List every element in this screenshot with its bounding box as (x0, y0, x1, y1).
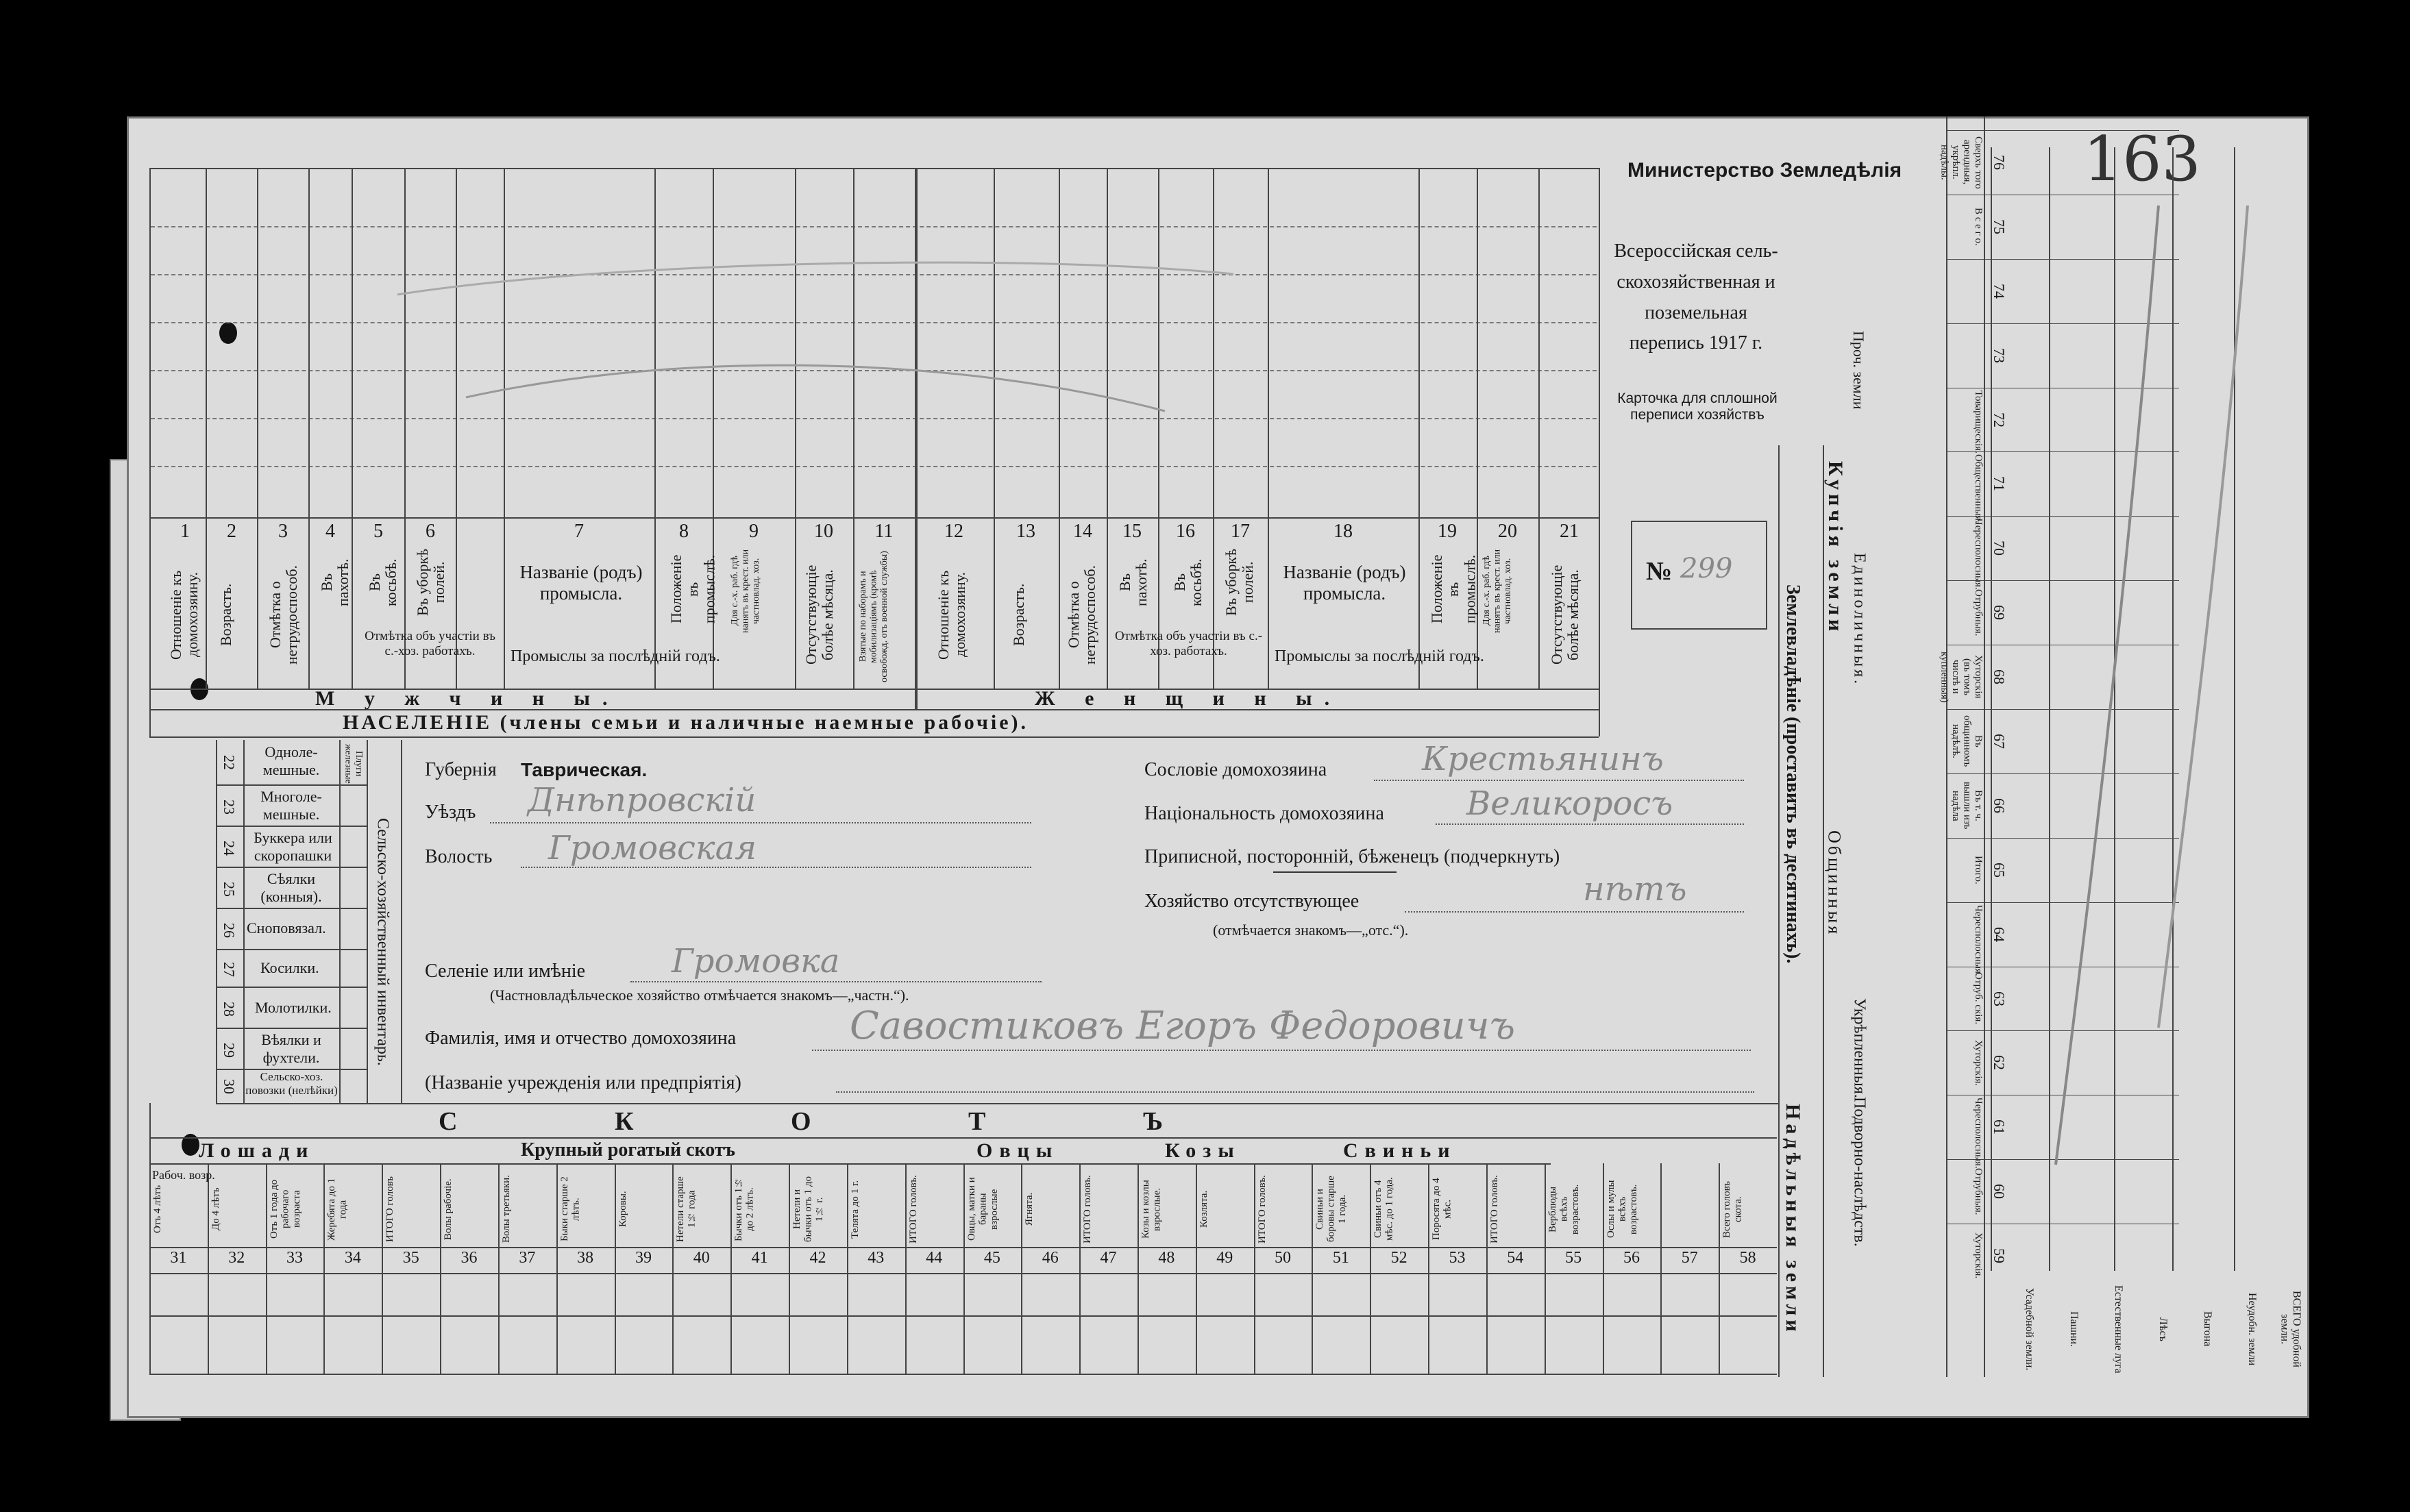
inventory-item: Сельско-хоз. повозки (нелѣйки) (245, 1070, 338, 1097)
livestock-col-number: 44 (926, 1249, 943, 1267)
population-title: НАСЕЛЕНІЕ (члены семьи и наличные наемные рабочіе). (343, 711, 1029, 734)
col-number: 18 (1333, 521, 1353, 542)
col-label: Для с.-х. раб. гдѣ нанятъ въ крест. или частновлад. хоз. (1481, 549, 1513, 633)
col-label: Для с.-х. раб. гдѣ нанятъ въ крест. или частновлад. хоз. (730, 549, 761, 633)
livestock-col-label: Быки старше 2 лѣтъ. (558, 1176, 582, 1242)
work-note: Отмѣтка объ участіи въ с.-хоз. работахъ. (365, 629, 495, 658)
col-number: 7 (574, 521, 584, 542)
land-col-number: 70 (1991, 541, 2008, 556)
land-col-label: Отруб. скія. (1973, 972, 1984, 1025)
col-label: Возрастъ. (1010, 583, 1027, 647)
selenie-value: Громовка (672, 942, 840, 980)
livestock-col-label: Свиньи и боровы старше 1 года. (1314, 1176, 1349, 1243)
nadel-title: Надѣльныя земли (1782, 1103, 1804, 1336)
uezd-value: Днѣпровскій (528, 781, 757, 819)
inventory-num: 30 (221, 1078, 238, 1094)
land-col-label: Въ общинномъ надѣлѣ. (1950, 715, 1984, 767)
nation-value: Великоросъ (1466, 784, 1673, 823)
col-number: 6 (426, 521, 435, 542)
land-col-number: 75 (1991, 219, 2008, 234)
land-col-label: Въ т. ч. вышли изъ надѣла (1950, 782, 1984, 830)
land-col-number: 71 (1991, 476, 2008, 492)
inventory-item: Вѣялки и фухтели. (261, 1031, 321, 1066)
livestock-col-label: ИТОГО головъ. (1256, 1175, 1268, 1243)
livestock-col-label: Телята до 1 г. (849, 1180, 861, 1239)
land-col-number: 66 (1991, 797, 2008, 813)
col-label: Отношеніе къ домохозяину. (935, 570, 969, 660)
livestock-col-number: 56 (1623, 1249, 1640, 1267)
absent-label: Хозяйство отсутствующее (1144, 891, 1360, 912)
trades-note: Промыслы за послѣдній годъ. (1275, 647, 1484, 665)
inventory-item: Косилки. (260, 959, 319, 976)
absent-value: нѣтъ (1583, 870, 1687, 908)
livestock-col-label: До 4 лѣтъ (210, 1187, 221, 1231)
inventory-num: 28 (221, 1001, 238, 1017)
col-label: Отмѣтка о нетрудоспособ. (1065, 565, 1099, 665)
livestock-col-number: 47 (1100, 1249, 1117, 1267)
livestock-col-number: 46 (1042, 1249, 1059, 1267)
land-col-label: Чересполосныя. (1973, 904, 1984, 976)
col-label: Въ пахотѣ. (318, 558, 352, 606)
absent-note: (отмѣчается знакомъ—„отс.“). (1213, 921, 1409, 939)
land-col-number: 74 (1991, 283, 2008, 299)
land-col-number: 65 (1991, 862, 2008, 878)
land-bottom-label: Естественные луга (2113, 1285, 2124, 1374)
livestock-col-label: Волы третьяки. (500, 1175, 512, 1243)
col-number: 4 (325, 521, 335, 542)
col-number: 2 (227, 521, 236, 542)
col-label: Отсутствующіе болѣе мѣсяца. (1548, 565, 1582, 665)
livestock-col-label: Свиньи отъ 4 мѣс. до 1 года. (1373, 1177, 1395, 1241)
livestock-col-label: Овцы, матки и бараны взрослые (966, 1177, 1000, 1241)
inventory-item: Сноповязал. (247, 919, 326, 937)
land-col-label: Товарищескія. (1973, 390, 1984, 454)
obshchinnye-title: Общинныя (1824, 830, 1845, 937)
livestock-col-label: Козлята. (1198, 1190, 1209, 1228)
land-col-number: 72 (1991, 412, 2008, 427)
livestock-col-number: 37 (519, 1249, 536, 1267)
livestock-col-number: 52 (1390, 1249, 1407, 1267)
col-number: 17 (1231, 521, 1250, 542)
group-pigs: Свиньи (1343, 1139, 1457, 1162)
land-title: Землевладѣніе (проставить въ десятинахъ). (1782, 584, 1804, 964)
col-number: 10 (814, 521, 833, 542)
nation-label: Національность домохозяина (1144, 803, 1384, 824)
livestock-col-number: 35 (402, 1249, 419, 1267)
livestock-col-number: 57 (1681, 1249, 1698, 1267)
livestock-col-label: Поросята до 4 мѣс. (1431, 1178, 1453, 1241)
group-sheep: Овцы (976, 1139, 1059, 1162)
livestock-col-label: Ягнята. (1024, 1192, 1035, 1226)
ukreplennye-title: Укрѣпленныя. (1850, 998, 1869, 1098)
livestock-col-label: Ослы и мулы всѣхъ возрастовъ. (1605, 1180, 1639, 1239)
inventory-num: 29 (221, 1042, 238, 1058)
card-title: Карточка для сплошной переписи хозяйствъ (1617, 391, 1778, 423)
col-label: Въ уборкѣ полей. (1222, 548, 1257, 617)
land-col-number: 63 (1991, 991, 2008, 1006)
livestock-col-label: Нетели старше 1½ года (675, 1176, 698, 1242)
land-col-number: 73 (1991, 347, 2008, 363)
plow-side-label: Плуги железные (343, 744, 364, 784)
col-number: 20 (1498, 521, 1517, 542)
livestock-col-number: 51 (1332, 1249, 1349, 1267)
gubernia-value: Таврическая. (521, 759, 648, 780)
livestock-col-number: 34 (344, 1249, 361, 1267)
land-bottom-label: Неудобн. земли (2246, 1292, 2258, 1366)
group-goats: Козы (1165, 1139, 1241, 1162)
land-col-number: 76 (1991, 154, 2008, 170)
volost-value: Громовская (548, 829, 757, 867)
land-col-number: 64 (1991, 926, 2008, 942)
livestock-col-number: 38 (577, 1249, 594, 1267)
land-col-number: 69 (1991, 605, 2008, 621)
livestock-col-number: 40 (693, 1249, 710, 1267)
livestock-col-number: 48 (1158, 1249, 1175, 1267)
number-value: 299 (1680, 553, 1733, 584)
livestock-col-number: 49 (1216, 1249, 1233, 1267)
livestock-col-number: 41 (751, 1249, 768, 1267)
livestock-col-label: Козы и козлы взрослые. (1140, 1180, 1163, 1239)
livestock-col-label: Волы рабочіе. (443, 1178, 454, 1240)
inventory-num: 23 (221, 799, 238, 815)
trades-note: Промыслы за послѣдній годъ. (511, 647, 720, 665)
col-number: 15 (1122, 521, 1142, 542)
livestock-col-label: Отъ 1 года до рабочаго возраста (268, 1179, 302, 1239)
land-col-number: 59 (1991, 1248, 2008, 1264)
edinolichnye-title: Единоличныя. (1850, 553, 1869, 687)
livestock-col-number: 50 (1275, 1249, 1292, 1267)
land-bottom-label: Лѣсъ (2157, 1317, 2169, 1341)
livestock-col-label: Жеребята до 1 года (326, 1178, 349, 1241)
fio-label: Фамилія, имя и отчество домохозяина (425, 1028, 737, 1049)
livestock-col-label: Нетели и бычки отъ 1 до 1½ г. (791, 1176, 826, 1243)
livestock-col-number: 45 (983, 1249, 1000, 1267)
livestock-col-label: Бычки отъ 1½ до 2 лѣтъ. (733, 1176, 756, 1242)
inventory-num: 24 (221, 840, 238, 856)
livestock-col-label: Всего головъ скота. (1721, 1180, 1744, 1238)
fio-value: Савостиковъ Егоръ Федоровичъ (850, 1004, 1516, 1048)
col-label: Отсутствующіе болѣе мѣсяца. (802, 565, 837, 665)
col-label: Въ пахотѣ. (1116, 558, 1151, 606)
land-bottom-label: Усадебной земли. (2024, 1287, 2035, 1371)
col-label: Въ косьбѣ. (366, 558, 400, 606)
land-bottom-label: Пашни. (2068, 1311, 2080, 1348)
land-col-label: Отрубныя. (1973, 1167, 1984, 1215)
livestock-title: С К О Т Ъ (439, 1107, 1238, 1136)
land-col-number: 67 (1991, 733, 2008, 749)
work-age-label: Рабоч. возр. (152, 1168, 215, 1182)
livestock-col-number: 33 (286, 1249, 304, 1267)
col-number: 8 (679, 521, 689, 542)
selenie-label: Селеніе или имѣніе (425, 961, 586, 982)
livestock-col-number: 58 (1739, 1249, 1756, 1267)
col-number: 9 (749, 521, 759, 542)
col-number: 3 (278, 521, 288, 542)
livestock-col-label: Верблюды всѣхъ возрастовъ. (1547, 1184, 1581, 1235)
inventory-item: Одноле-мешные. (262, 743, 320, 778)
col-number: 11 (874, 521, 894, 542)
col-label: Названіе (родъ) промысла. (519, 562, 643, 604)
inventory-item: Многоле-мешные. (260, 788, 322, 823)
livestock-col-number: 32 (228, 1249, 245, 1267)
inventory-num: 22 (221, 754, 238, 770)
land-col-number: 62 (1991, 1055, 2008, 1071)
land-col-label: Сверхъ того арендныя, укрѣпл. надѣлы. (1939, 136, 1984, 189)
selenie-note: (Частновладѣльческое хозяйство отмѣчается знакомъ—„частн.“). (490, 987, 909, 1004)
col-number: 14 (1073, 521, 1092, 542)
col-label: Отмѣтка о нетрудоспособ. (267, 565, 301, 665)
col-label: Взятые по наборамъ и мобилизаціямъ (кромѣ освобожд. отъ военной службы) (858, 551, 889, 682)
col-number: 5 (373, 521, 383, 542)
livestock-col-number: 31 (170, 1249, 187, 1267)
land-col-label: Чересполосныя. (1973, 1098, 1984, 1169)
census-title: Всероссійская сель-скохозяйственная и поземельная перепись 1917 г. (1614, 240, 1778, 354)
col-label: Названіе (родъ) промысла. (1283, 562, 1406, 604)
livestock-col-number: 53 (1449, 1249, 1466, 1267)
land-col-number: 68 (1991, 669, 2008, 685)
land-col-number: 60 (1991, 1184, 2008, 1200)
col-number: 19 (1438, 521, 1457, 542)
livestock-col-number: 39 (635, 1249, 652, 1267)
col-number: 21 (1560, 521, 1579, 542)
livestock-col-label: ИТОГО головъ. (907, 1175, 919, 1243)
col-label: Положеніе въ промыслѣ. (667, 554, 718, 624)
col-number: 12 (944, 521, 963, 542)
prochie-title: Проч. земли (1850, 330, 1868, 410)
livestock-col-label: ИТОГО головъ (384, 1176, 396, 1243)
work-note: Отмѣтка объ участіи въ с.-хоз. работахъ. (1114, 629, 1263, 658)
status-label: Приписной, посторонній, бѣженецъ (подчеркнуть) (1144, 846, 1560, 867)
group-horses: Лошади (199, 1139, 315, 1162)
soslovie-label: Сословіе домохозяина (1144, 759, 1327, 780)
number-label: № (1646, 557, 1673, 586)
livestock-col-number: 36 (460, 1249, 478, 1267)
volost-label: Волость (425, 846, 493, 867)
inventory-num: 26 (221, 922, 238, 938)
livestock-col-number: 54 (1507, 1249, 1524, 1267)
inventory-item: Буккера или скоропашки (254, 829, 332, 864)
livestock-col-number: 43 (868, 1249, 885, 1267)
col-label: Въ уборкѣ полей. (414, 548, 448, 617)
inventory-item: Молотилки. (255, 999, 332, 1016)
col-number: 13 (1016, 521, 1035, 542)
livestock-col-label: ИТОГО головъ. (1082, 1175, 1094, 1243)
group-cattle: Крупный рогатый скотъ (521, 1139, 735, 1161)
livestock-col-number: 42 (809, 1249, 826, 1267)
page-number: 163 (2083, 123, 2201, 195)
kupchaya-title: Купчія земли (1824, 460, 1847, 636)
inventory-title: Сельско-хозяйственный инвентарь. (373, 818, 392, 1066)
podvorno-title: Подворно-наслѣдств. (1850, 1096, 1869, 1247)
land-col-label: Общественныя. (1973, 454, 1984, 524)
women-label: Ж е н щ и н ы. (1035, 687, 1342, 710)
land-col-number: 61 (1991, 1119, 2008, 1135)
col-label: Отношеніе къ домохозяину. (167, 570, 201, 660)
land-col-label: Чересполосныя. (1973, 519, 1984, 591)
inventory-num: 27 (221, 962, 238, 977)
col-label: Въ косьбѣ. (1171, 558, 1205, 606)
col-number: 1 (180, 521, 190, 542)
gubernia-label: Губернія (425, 759, 497, 780)
men-label: М у ж ч и н ы. (315, 687, 620, 710)
uezd-label: Уѣздъ (425, 802, 476, 823)
inventory-num: 25 (221, 881, 238, 897)
land-bottom-label: Выгона (2202, 1311, 2213, 1347)
ministry-title: Министерство Земледѣлія (1627, 159, 1902, 182)
land-col-label: Отрубныя. (1973, 588, 1984, 636)
land-bottom-label: ВСЕГО удобной земли. (2278, 1291, 2302, 1367)
livestock-col-label: Отъ 4 лѣтъ (152, 1185, 163, 1234)
institution-label: (Названіе учрежденія или предпріятія) (425, 1072, 741, 1093)
inventory-item: Сѣялки (конныя). (260, 870, 322, 905)
col-label: Положеніе въ промыслѣ. (1428, 554, 1479, 624)
land-col-label: Хуторскія (въ томъ числѣ и купленныя) (1939, 651, 1984, 703)
land-col-label: В с е г о. (1973, 207, 1984, 246)
col-number: 16 (1176, 521, 1195, 542)
col-label: Возрастъ. (217, 583, 234, 647)
land-col-label: Хуторскія. (1973, 1039, 1984, 1086)
livestock-col-label: ИТОГО головъ. (1488, 1175, 1500, 1243)
land-col-label: Хуторскія. (1973, 1232, 1984, 1279)
livestock-col-number: 55 (1565, 1249, 1582, 1267)
soslovie-value: Крестьянинъ (1422, 740, 1664, 778)
land-col-label: Итого. (1973, 855, 1984, 884)
livestock-col-label: Коровы. (617, 1191, 628, 1228)
